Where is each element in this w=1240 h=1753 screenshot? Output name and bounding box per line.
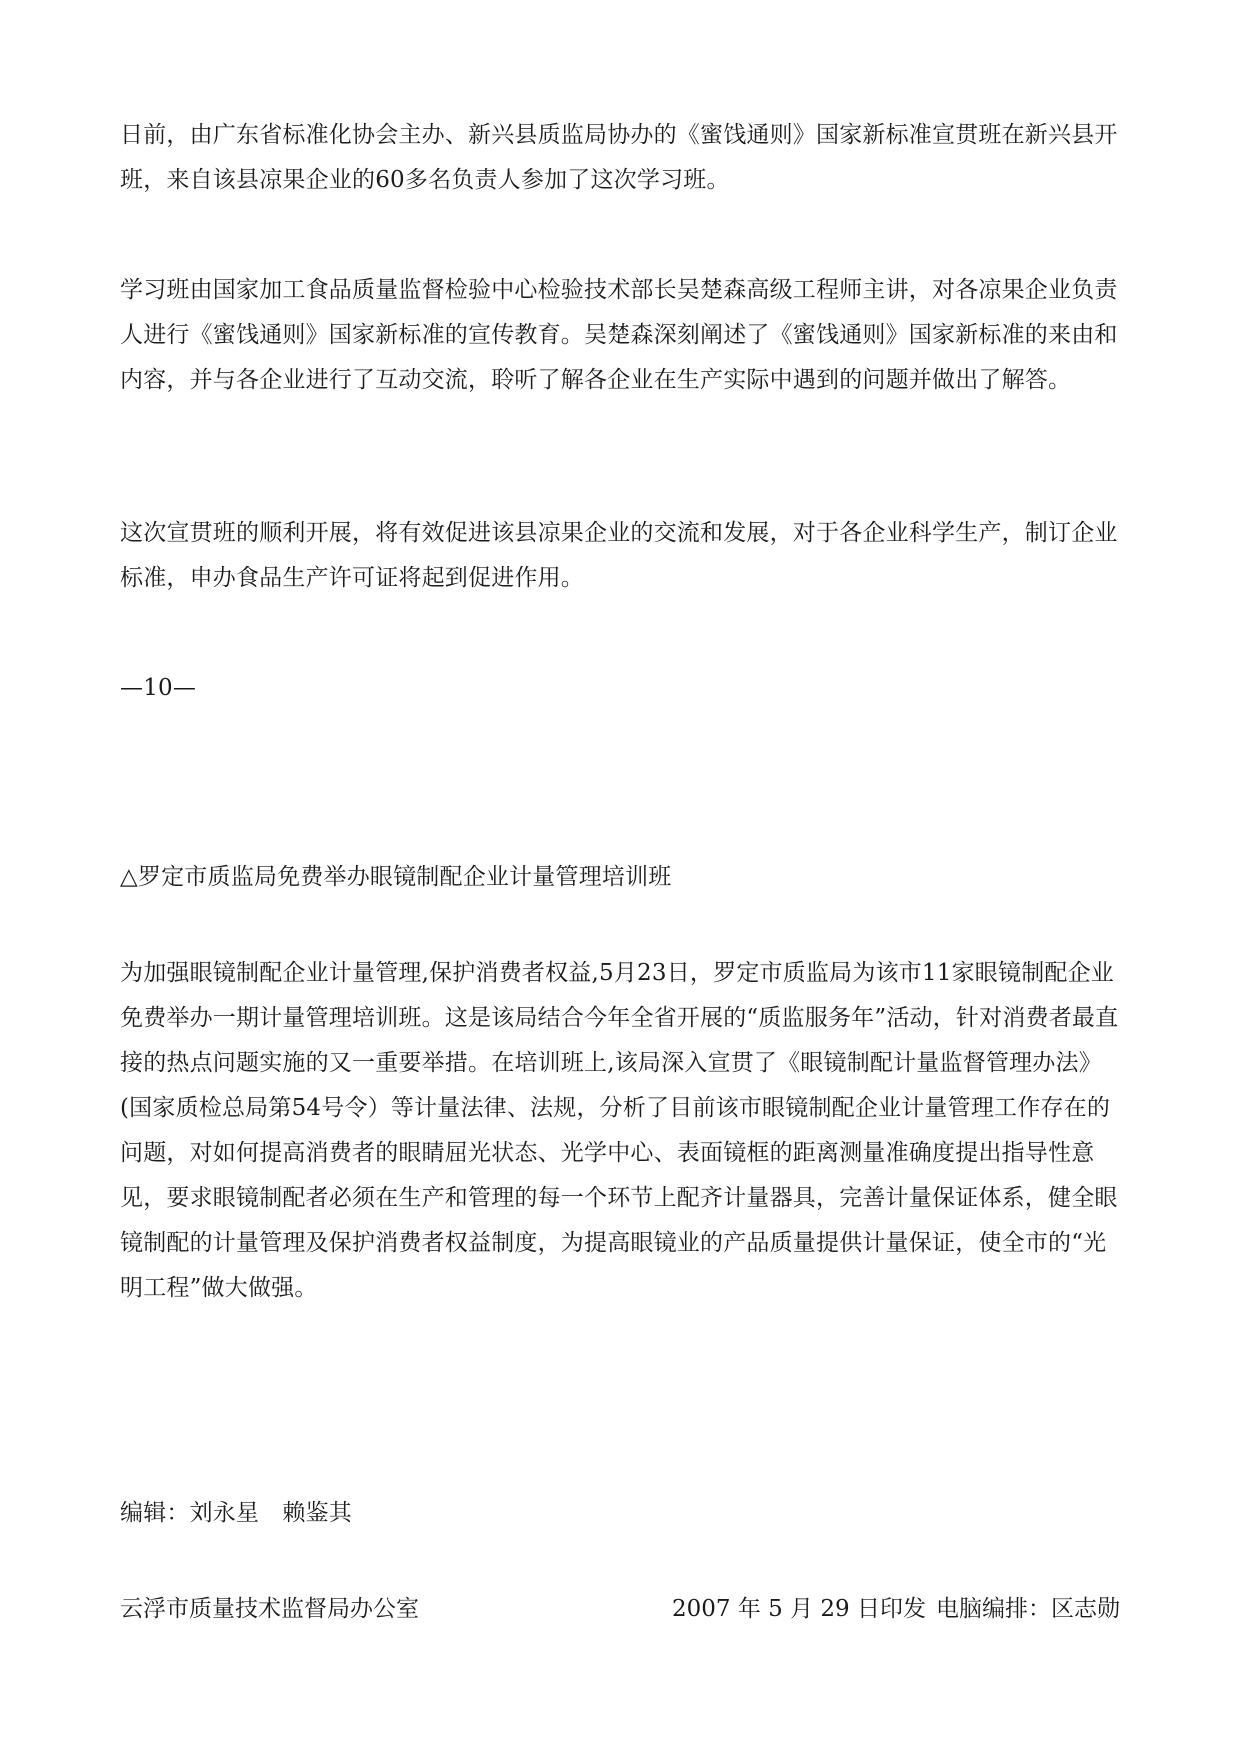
footer-office: 云浮市质量技术监督局办公室 xyxy=(120,1596,419,1622)
footer-layout-by: 电脑编排：区志勋 xyxy=(936,1596,1120,1622)
article1-paragraph-2: 学习班由国家加工食品质量监督检验中心检验技术部长吴楚森高级工程师主讲，对各凉果企业负责人进行《蜜饯通则》国家新标准的宣传教育。吴楚森深刻阐述了《蜜饯通则》国家新标准的来由和内容，并与各企业进行了互动交流，聆听了解各企业在生产实际中遇到的问题并做出了解答。 xyxy=(120,277,1118,393)
article1-paragraph-3: 这次宣贯班的顺利开展，将有效促进该县凉果企业的交流和发展，对于各企业科学生产，制订企业标准，申办食品生产许可证将起到促进作用。 xyxy=(120,520,1118,591)
article2-headline: △罗定市质监局免费举办眼镜制配企业计量管理培训班 xyxy=(120,864,672,890)
article1-paragraph-1: 日前，由广东省标准化协会主办、新兴县质监局协办的《蜜饯通则》国家新标准宣贯班在新兴县开班，来自该县凉果企业的60多名负责人参加了这次学习班。 xyxy=(120,122,1118,193)
page-number: —10— xyxy=(120,675,197,701)
footer xyxy=(120,1587,1120,1632)
footer-right xyxy=(672,1587,1120,1632)
article2-paragraph: 为加强眼镜制配企业计量管理,保护消费者权益,5月23日，罗定市质监局为该市11家眼镜制配企业免费举办一期计量管理培训班。这是该局结合今年全省开展的“质监服务年”活动，针对消费者最直接的热点问题实施的又一重要举措。在培训班上,该局深入宣贯了《眼镜制配计量监督管理办法》(国家质检总局第54号令）等计量法律、法规，分析了目前该市眼镜制配企业计量管理工作存在的问题，对如何提高消费者的眼睛屈光状态、光学中心、表面镜框的距离测量准确度提出指导性意见，要求眼镜制配者必须在生产和管理的每一个环节上配齐计量器具，完善计量保证体系，健全眼镜制配的计量管理及保护消费者权益制度，为提高眼镜业的产品质量提供计量保证，使全市的“光明工程”做大做强。 xyxy=(120,960,1119,1301)
footer-issue-date: 2007 年 5 月 29 日印发 xyxy=(672,1596,926,1622)
editors-line: 编辑：刘永星 赖鉴其 xyxy=(120,1500,352,1526)
